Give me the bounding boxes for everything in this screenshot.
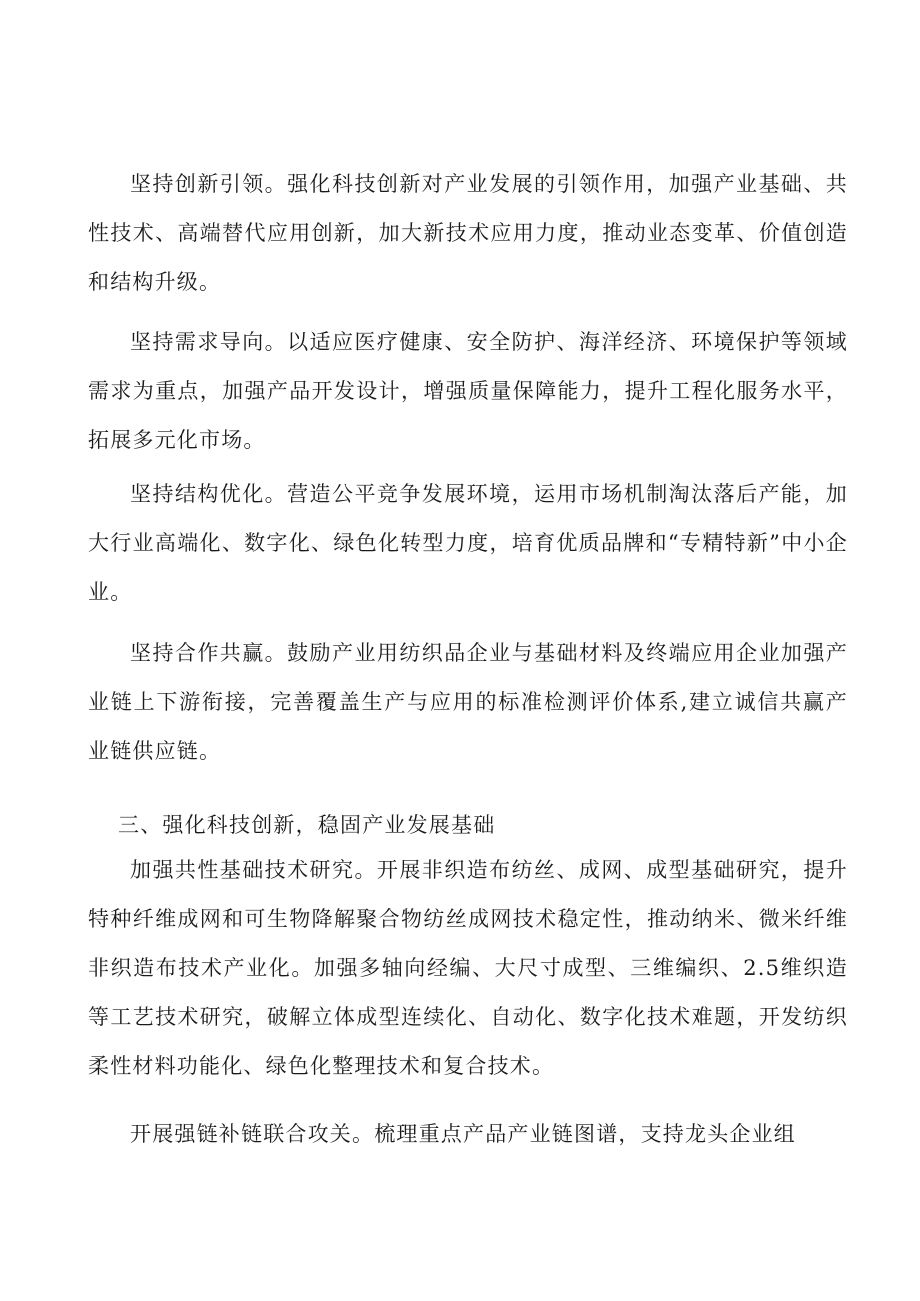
paragraph-cooperation: 坚持合作共赢。鼓励产业用纺织品企业与基础材料及终端应用企业加强产业链上下游衔接，完善覆盖生产与应用的标准检测评价体系,建立诚信共赢产业链供应链。 [88, 641, 848, 763]
paragraph-innovation: 坚持创新引领。强化科技创新对产业发展的引领作用，加强产业基础、共性技术、高端替代应用创新，加大新技术应用力度，推动业态变革、价值创造和结构升级。 [88, 172, 848, 294]
paragraph-common-tech: 加强共性基础技术研究。开展非织造布纺丝、成网、成型基础研究，提升特种纤维成网和可生物降解聚合物纺丝成网技术稳定性，推动纳米、微米纤维非织造布技术产业化。加强多轴向经编、大尺寸成型、三维编织、2.5维织造等工艺技术研究，破解立体成型连续化、自动化、数字化技术难题，开发纺织柔性材料功能化、绿色化整理技术和复合技术。 [88, 858, 848, 1078]
paragraph-structure: 坚持结构优化。营造公平竞争发展环境，运用市场机制淘汰落后产能，加大行业高端化、数字化、绿色化转型力度，培育优质品牌和“专精特新”中小企业。 [88, 482, 848, 604]
section-heading: 三、强化科技创新，稳固产业发展基础 [118, 813, 496, 837]
paragraph-demand: 坚持需求导向。以适应医疗健康、安全防护、海洋经济、环境保护等领域需求为重点，加强产品开发设计，增强质量保障能力，提升工程化服务水平，拓展多元化市场。 [88, 330, 848, 452]
paragraph-chain: 开展强链补链联合攻关。梳理重点产品产业链图谱，支持龙头企业组 [130, 1122, 796, 1146]
